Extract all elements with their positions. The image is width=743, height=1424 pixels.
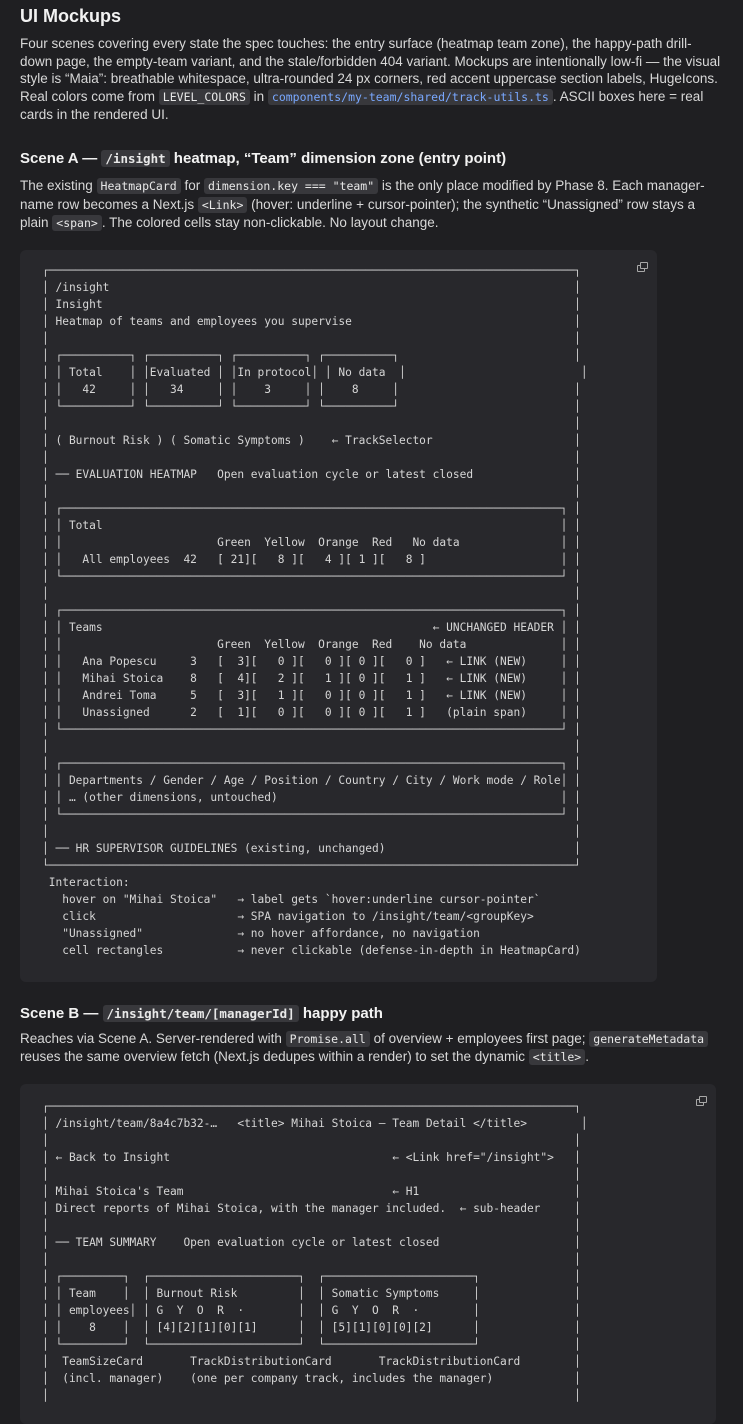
scene-b-heading-code: /insight/team/[managerId] (103, 1005, 299, 1022)
scene-a-text-1: The existing (20, 177, 97, 193)
scene-a-code-block (20, 250, 657, 982)
intro-paragraph (20, 35, 723, 124)
scene-a-heading-code: /insight (101, 150, 169, 167)
scene-b-heading-prefix: Scene B — (20, 1004, 103, 1022)
scene-a-code-3: <Link> (198, 197, 248, 213)
scene-b-text-1: Reaches via Scene A. Server-rendered with (20, 1030, 286, 1046)
scene-a-mockup: ┌──────────────────────────────────────────────────────────────────────────────┐ │ /insight │ │ Insight │ │ Heatmap of teams and employees you supervise │ │ │ │ ┌──────────┐ ┌──────────┐ ┌──────────┐ ┌──────────┐ │ │ │ Total │ │Evaluated │ │In protocol│ │ No data │ │ │ │ 42 │ │ 34 │ │ 3 │ │ 8 │ │ │ └──────────┘ └──────────┘ └──────────┘ └──────────┘ │ │ │ │ ( Burnout Risk ) ( Somatic Symptoms ) ← TrackSelector │ │ │ │ ── EVALUATION HEATMAP Open evaluation cycle or latest closed │ │ │ │ ┌──────────────────────────────────────────────────────────────────────────┐ │ │ │ Total │ │ │ │ Green Yellow Orange Red No data │ │ │ │ All employees 42 [ 21][ 8 ][ 4 ][ 1 ][ 8 ] │ │ │ └──────────────────────────────────────────────────────────────────────────┘ │ │ │ │ ┌──────────────────────────────────────────────────────────────────────────┐ │ │ │ Teams ← UNCHANGED HEADER │ │ │ │ Green Yellow Orange Red No data │ │ │ │ Ana Popescu 3 [ 3][ 0 ][ 0 ][ 0 ][ 0 ] ← LINK (NEW) │ │ │ │ Mihai Stoica 8 [ 4][ 2 ][ 1 ][ 0 ][ 1 ] ← LINK (NEW) │ │ │ │ Andrei Toma 5 [ 3][ 1 ][ 0 ][ 0 ][ 1 ] ← LINK (NEW) │ │ │ │ Unassigned 2 [ 1][ 0 ][ 0 ][ 0 ][ 1 ] (plain span) │ │ │ └──────────────────────────────────────────────────────────────────────────┘ │ │ │ │ ┌──────────────────────────────────────────────────────────────────────────┐ │ │ │ Departments / Gender / Age / Position / Country / City / Work mode / Role│ │ │ │ … (other dimensions, untouched) │ │ │ └──────────────────────────────────────────────────────────────────────────┘ │ │ │ │ ── HR SUPERVISOR GUIDELINES (existing, unchanged) │ └──────────────────────────────────────────────────────────────────────────────┘ Interaction: hover on "Mihai Stoica" → label gets `hover:underline cursor-pointer` click → SPA navigation to /insight/team/<groupKey> "Unassigned" → no hover affordance, no navigation cell rectangles → never clickable (defense-in-depth in HeatmapCard) (42, 263, 588, 957)
scene-a-text-2: for (180, 177, 204, 193)
scene-a-text-4: (hover: underline + cursor-pointer); the synthetic “Unassigned” row stays a plain (20, 196, 695, 231)
scene-b-text-2: of overview + employees first page; (369, 1030, 590, 1046)
scene-b-text-3: reuses the same overview fetch (Next.js dedupes within a render) to set the dynamic (20, 1049, 529, 1065)
scene-a-code-1: HeatmapCard (97, 178, 181, 194)
scene-a-heading-prefix: Scene A — (20, 149, 102, 167)
scene-a-code-4: <span> (52, 215, 102, 231)
scene-b-code-2: generateMetadata (589, 1031, 708, 1047)
intro-code-level-colors: LEVEL_COLORS (159, 89, 250, 105)
page-title: UI Mockups (20, 6, 122, 26)
copy-icon[interactable] (637, 262, 647, 271)
scene-b-code-1: Promise.all (286, 1031, 370, 1047)
scene-b-heading (20, 1004, 723, 1024)
scene-b-description (20, 1030, 723, 1067)
track-utils-link[interactable]: components/my-team/shared/track-utils.ts (268, 89, 553, 105)
intro-text-1: Four scenes covering every state the spec touches: the entry surface (heatmap team zone), the happy-path drill-down page, the empty-team variant, and the stale/forbidden 404 variant. Mockups are intentionally low-fi — the visual style is “Maia”: breathable whitespace, ultra-rounded 24 px corners, red accent uppercase section labels, HugeIcons. Real colors come from (20, 36, 721, 104)
scene-b-text-4: . (585, 1049, 589, 1065)
scene-b-code-block (20, 1084, 716, 1424)
scene-a-text-3: is the only place modified by Phase 8. Each manager-name row becomes a Next.js (20, 177, 705, 212)
scene-a-heading (20, 149, 723, 169)
scene-a-code-2: dimension.key === "team" (204, 178, 378, 194)
scene-b-heading-suffix: happy path (298, 1004, 383, 1022)
scene-a-heading-suffix: heatmap, “Team” dimension zone (entry point) (169, 149, 507, 167)
scene-b-mockup: ┌──────────────────────────────────────────────────────────────────────────────┐ │ /insight/team/8a4c7b32-… <title> Mihai Stoica — Team Detail </title> │ │ │ │ ← Back to Insight ← <Link href="/insight"> │ │ │ │ Mihai Stoica's Team ← H1 │ │ Direct reports of Mihai Stoica, with the manager included. ← sub-header │ │ │ │ ── TEAM SUMMARY Open evaluation cycle or latest closed │ │ │ │ ┌─────────┐ ┌──────────────────────┐ ┌──────────────────────┐ │ │ │ Team │ │ Burnout Risk │ │ Somatic Symptoms │ │ │ │ employees│ │ G Y O R · │ │ G Y O R · │ │ │ │ 8 │ │ [4][2][1][0][1] │ │ [5][1][0][0][2] │ │ │ └─────────┘ └──────────────────────┘ └──────────────────────┘ │ │ TeamSizeCard TrackDistributionCard TrackDistributionCard │ │ (incl. manager) (one per company track, includes the manager) │ │ │ (42, 1099, 588, 1402)
intro-text-3: . ASCII boxes here = real cards in the rendered UI. (20, 88, 704, 123)
scene-b-code-3: <title> (529, 1049, 585, 1065)
scene-a-text-5: . The colored cells stay non-clickable. No layout change. (101, 215, 439, 231)
copy-icon[interactable] (696, 1096, 706, 1105)
scene-a-description (20, 177, 723, 233)
intro-text-2: in (249, 88, 268, 104)
